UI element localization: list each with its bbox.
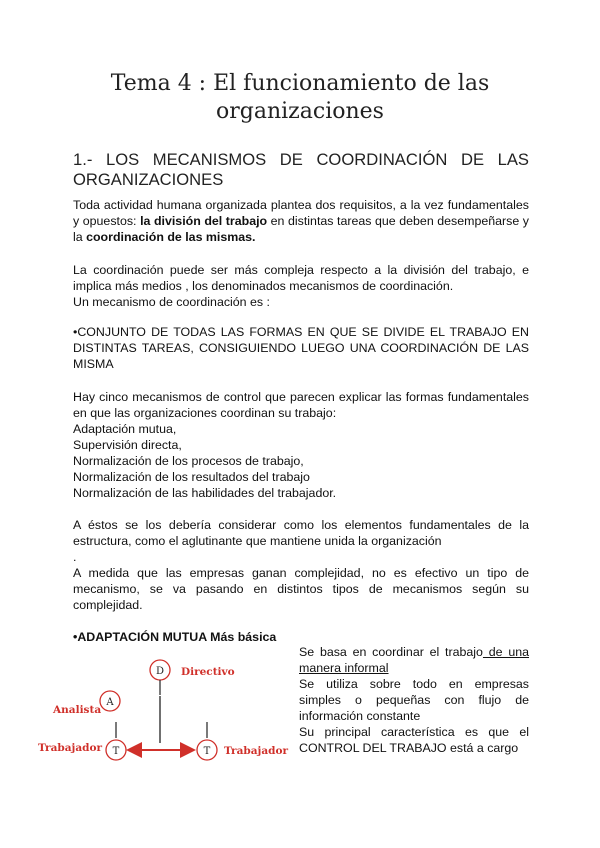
node-trabajador-left (106, 740, 126, 760)
label-trabajador-left: Trabajador (38, 742, 103, 754)
label-analista: Analista (53, 704, 102, 716)
side-line-2: Se utiliza sobre todo en empresas simples o pequeñas con flujo de información constante (299, 677, 529, 723)
para1-text-b: en distintas tareas que deben desempeñarse y la (73, 214, 530, 244)
para2-text: La coordinación puede ser más compleja respecto a la división del trabajo, e implica más medios , los denominados mecanismos de coordinación. (73, 263, 529, 293)
title-line-2: organizaciones (216, 99, 384, 124)
mutual-adjustment-heading: •ADAPTACIÓN MUTUA Más básica (73, 630, 277, 644)
para2-line2: Un mecanismo de coordinación es : (73, 295, 270, 309)
side-underlined: de una manera informal (299, 645, 529, 675)
list-item: Supervisión directa, (73, 438, 182, 452)
node-analista (100, 691, 120, 711)
side-text-a: Se basa en coordinar el trabajo (299, 645, 483, 659)
list-item: Normalización de las habilidades del trabajador. (73, 486, 337, 500)
paragraph-complejidad: A medida que las empresas ganan complejidad, no es efectivo un tipo de mecanismo, se va pasando en distintos tipos de mecanismos según su complejidad. (73, 566, 529, 612)
section-heading: 1.- LOS MECANISMOS DE COORDINACIÓN DE LAS ORGANIZACIONES (73, 150, 529, 189)
node-a-letter: A (106, 697, 114, 708)
para4-dot: . (73, 550, 77, 564)
mutual-adjustment-description (299, 644, 529, 756)
paragraph-elementos (73, 517, 529, 565)
label-directivo: Directivo (181, 666, 235, 678)
node-trabajador-right (197, 740, 217, 760)
para1-bold-coordinacion: coordinación de las mismas. (86, 230, 256, 244)
paragraph-requisitos (73, 197, 529, 245)
node-directivo (150, 660, 170, 680)
node-t2-letter: T (203, 746, 211, 757)
node-d-letter: D (155, 666, 165, 677)
list-item: Adaptación mutua, (73, 422, 177, 436)
para1-text-a: Toda actividad humana organizada plantea dos requisitos, a la vez fundamentales y opuestos: (73, 198, 529, 228)
mutual-adjustment-diagram (30, 650, 290, 800)
list-item: Normalización de los resultados del trabajo (73, 470, 310, 484)
para4-text: A éstos se los debería considerar como los elementos fundamentales de la estructura, como el aglutinante que mantiene unida la organización (73, 518, 529, 548)
title-line-1: Tema 4 : El funcionamiento de las (110, 71, 490, 96)
side-line-3: Su principal característica es que el CONTROL DEL TRABAJO está a cargo (299, 725, 529, 755)
page-title (0, 70, 600, 126)
paragraph-coordinacion (73, 262, 529, 310)
label-trabajador-right: Trabajador (224, 745, 289, 757)
paragraph-mecanismos (73, 389, 529, 501)
list-item: Normalización de los procesos de trabajo, (73, 454, 304, 468)
para1-bold-division: la división del trabajo (140, 214, 268, 228)
node-t1-letter: T (112, 746, 120, 757)
bullet-definicion: •CONJUNTO DE TODAS LAS FORMAS EN QUE SE DIVIDE EL TRABAJO EN DISTINTAS TAREAS, CONSIGUIENDO LUEGO UNA COORDINACIÓN DE LAS MISMA (73, 325, 529, 371)
para3-intro: Hay cinco mecanismos de control que parecen explicar las formas fundamentales en que las organizaciones coordinan su trabajo: (73, 390, 529, 420)
